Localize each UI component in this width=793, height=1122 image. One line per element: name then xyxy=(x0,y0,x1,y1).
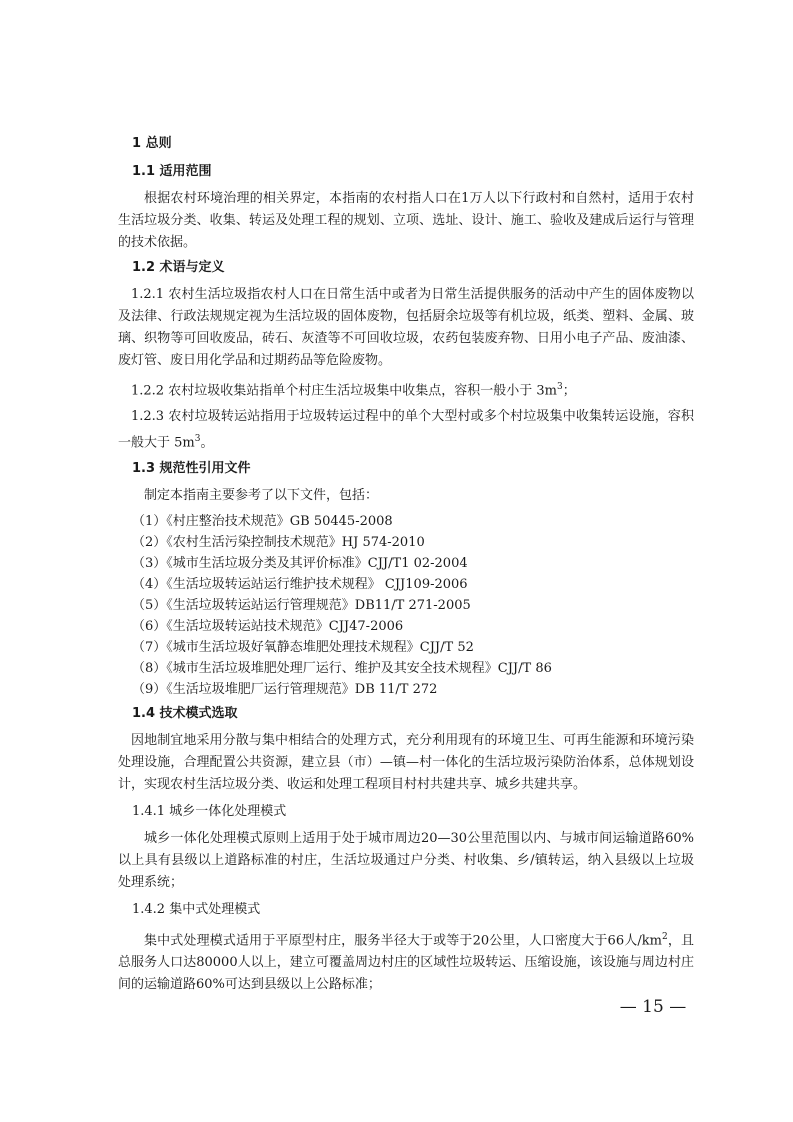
reference-item: （4）《生活垃圾转运站运行维护技术规程》 CJJ109-2006 xyxy=(132,576,468,592)
reference-item: （3）《城市生活垃圾分类及其评价标准》CJJ/T1 02-2004 xyxy=(132,555,468,571)
section-1-4-2-superscript: 2 xyxy=(661,931,668,942)
section-1-heading: 1 总则 xyxy=(132,136,172,151)
section-1-4-2-text-b: ，且总服务人口达80000人以上，建立可覆盖周边村庄的区域性垃圾转运、压缩设施，该设施与周边村庄间的运输道路60%可达到县级以上公路标准； xyxy=(118,932,694,992)
reference-item: （8）《城市生活垃圾堆肥处理厂运行、维护及其安全技术规程》CJJ/T 86 xyxy=(132,660,552,676)
page-number: — 15 — xyxy=(619,997,687,1017)
page-content xyxy=(118,134,694,1000)
reference-item: （9）《生活垃圾堆肥厂运行管理规范》DB 11/T 272 xyxy=(132,681,438,697)
section-1-4-2-paragraph xyxy=(118,926,694,996)
reference-item: （2）《农村生活污染控制技术规范》HJ 574-2010 xyxy=(132,534,425,550)
definition-1-2-2-text: 1.2.2 农村垃圾收集站指单个村庄生活垃圾集中收集点，容积一般小于 3m xyxy=(131,383,557,399)
section-1-4-2-heading: 1.4.2 集中式处理模式 xyxy=(132,901,261,917)
section-1-4-2-text-a: 集中式处理模式适用于平原型村庄，服务半径大于或等于20公里，人口密度大于66人/km xyxy=(144,932,662,948)
definition-1-2-3-superscript: 3 xyxy=(194,434,201,445)
section-1-4-heading: 1.4 技术模式选取 xyxy=(132,705,238,721)
definition-1-2-3 xyxy=(118,406,694,454)
definition-1-2-2-end: ； xyxy=(562,383,576,399)
section-1-4-1-paragraph: 城乡一体化处理模式原则上适用于处于城市周边20—30公里范围以内、与城市间运输道路60%以上具有县级以上道路标准的村庄，生活垃圾通过户分类、村收集、乡/镇转运，纳入县级以上垃圾处理系统； xyxy=(118,830,694,890)
section-1-1-heading: 1.1 适用范围 xyxy=(132,164,212,179)
section-1-4-paragraph: 因地制宜地采用分散与集中相结合的处理方式，充分利用现有的环境卫生、可再生能源和环境污染处理设施，合理配置公共资源，建立县（市）—镇—村一体化的生活垃圾污染防治体系，总体规划设计，实现农村生活垃圾分类、收运和处理工程项目村村共建共享、城乡共建共享。 xyxy=(118,732,694,792)
definition-1-2-1: 1.2.1 农村生活垃圾指农村人口在日常生活中或者为日常生活提供服务的活动中产生的固体废物以及法律、行政法规规定视为生活垃圾的固体废物，包括厨余垃圾等有机垃圾，纸类、塑料、金属、玻璃、织物等可回收废品，砖石、灰渣等不可回收垃圾，农药包装废弃物、日用小电子产品、废油漆、废灯管、废日用化学品和过期药品等危险废物。 xyxy=(118,287,694,368)
section-1-1-paragraph: 根据农村环境治理的相关界定，本指南的农村指人口在1万人以下行政村和自然村，适用于农村生活垃圾分类、收集、转运及处理工程的规划、立项、选址、设计、施工、验收及建成后运行与管理的技术依据。 xyxy=(118,191,694,250)
definition-1-2-3-text: 1.2.3 农村垃圾转运站指用于垃圾转运过程中的单个大型村或多个村垃圾集中收集转运设施，容积一般大于 5m xyxy=(118,409,694,451)
section-1-4-1-heading: 1.4.1 城乡一体化处理模式 xyxy=(132,803,287,819)
reference-item: （7）《城市生活垃圾好氧静态堆肥处理技术规程》CJJ/T 52 xyxy=(132,639,474,655)
reference-list xyxy=(132,511,694,700)
section-1-3-heading: 1.3 规范性引用文件 xyxy=(132,460,251,476)
definition-1-2-3-end: 。 xyxy=(200,435,214,451)
reference-item: （1）《村庄整治技术规范》GB 50445-2008 xyxy=(132,513,393,529)
reference-item: （6）《生活垃圾转运站技术规范》CJJ47-2006 xyxy=(132,618,404,634)
reference-item: （5）《生活垃圾转运站运行管理规范》DB11/T 271-2005 xyxy=(132,597,471,613)
section-1-2-heading: 1.2 术语与定义 xyxy=(132,260,225,275)
definition-1-2-2 xyxy=(118,376,694,402)
definition-1-2-2-superscript: 3 xyxy=(556,382,563,392)
section-1-3-paragraph: 制定本指南主要参考了以下文件，包括： xyxy=(144,487,379,503)
